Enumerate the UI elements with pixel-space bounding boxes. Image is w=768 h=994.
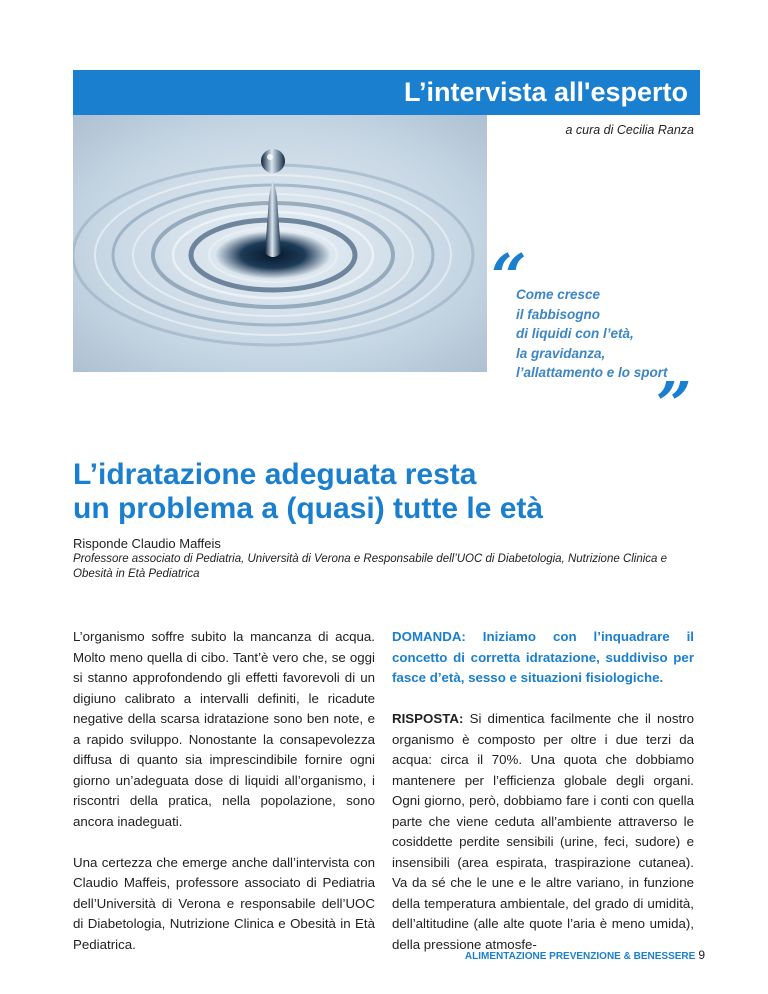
page-number: 9	[698, 948, 705, 962]
respondent-affiliation: Professore associato di Pediatria, Università di Verona e Responsabile dell’UOC di Diabetologia, Nutrizione Clinica e Obesità in Età Pediatrica	[73, 553, 668, 580]
pull-quote-line: l’allattamento e lo sport	[516, 365, 668, 380]
page-footer	[465, 948, 705, 962]
headline-line-2: un problema a (quasi) tutte le età	[73, 492, 544, 525]
byline: a cura di Cecilia Ranza	[565, 123, 694, 137]
answer-label: RISPOSTA:	[392, 711, 464, 726]
water-drop-photo	[73, 115, 487, 372]
pull-quote-line: il fabbisogno	[516, 306, 600, 322]
headline-line-1: L’idratazione adeguata resta	[73, 458, 477, 491]
pull-quote	[516, 285, 668, 383]
close-quote-mark: ”	[656, 368, 692, 441]
open-quote-mark: “	[491, 240, 527, 313]
body-paragraph: Una certezza che emerge anche dall’intervista con Claudio Maffeis, professore associato di Pediatria dell’Università di Verona e responsabile dell’UOC di Diabetologia, Nutrizione Clinica e Obesità in Età Pediatrica.	[73, 854, 375, 952]
magazine-name: ALIMENTAZIONE PREVENZIONE & BENESSERE	[464, 951, 696, 962]
body-paragraph: L’organismo soffre subito la mancanza di acqua. Molto meno quella di cibo. Tant’è vero che, se oggi si stanno approfondendo gli effetti favorevoli di un digiuno calibrato a intervalli definiti, le ricadute negative della scarsa idratazione sono ben note, e a rapido sviluppo. Nonostante la consapevolezza diffusa di quanto sia imprescindibile fornire ogni giorno un’adeguata dose di liquidi all’organismo, i riscontri della pratica, nella popolazione, sono ancora inadeguati.	[73, 629, 375, 829]
pull-quote-line: di liquidi con l’età,	[516, 326, 634, 341]
answer-text: Si dimentica facilmente che il nostro organismo è composto per oltre i due terzi da acqua: circa il 70%. Una quota che dobbiamo mantenere per l’efficienza globale degli organi. Ogni giorno, però, dobbiamo fare i conti con quella parte che viene ceduta all’ambiente attraverso le cosiddette perdite sensibili (urine, feci, sudore) e insensibili (area espirata, traspirazione cutanea). Va da sé che le une e le altre variano, in funzione della temperatura ambientale, del grado di umidità, dell’altitudine (alle alte quote l’aria è meno umida), della pressione atmosfe-	[392, 711, 694, 952]
respondent: Risponde Claudio Maffeis	[73, 536, 221, 551]
interview-question: DOMANDA: Iniziamo con l’inquadrare il concetto di corretta idratazione, suddiviso per fasce d’età, sesso e situazioni fisiologiche.	[392, 629, 694, 685]
left-column	[73, 627, 375, 976]
section-title: L’intervista all'esperto	[403, 77, 688, 107]
pull-quote-line: Come cresce	[516, 287, 601, 302]
interview-answer	[392, 709, 694, 955]
pull-quote-line: la gravidanza,	[516, 345, 606, 361]
header-bar	[73, 70, 700, 115]
article-headline	[73, 458, 713, 526]
right-column	[392, 627, 694, 976]
